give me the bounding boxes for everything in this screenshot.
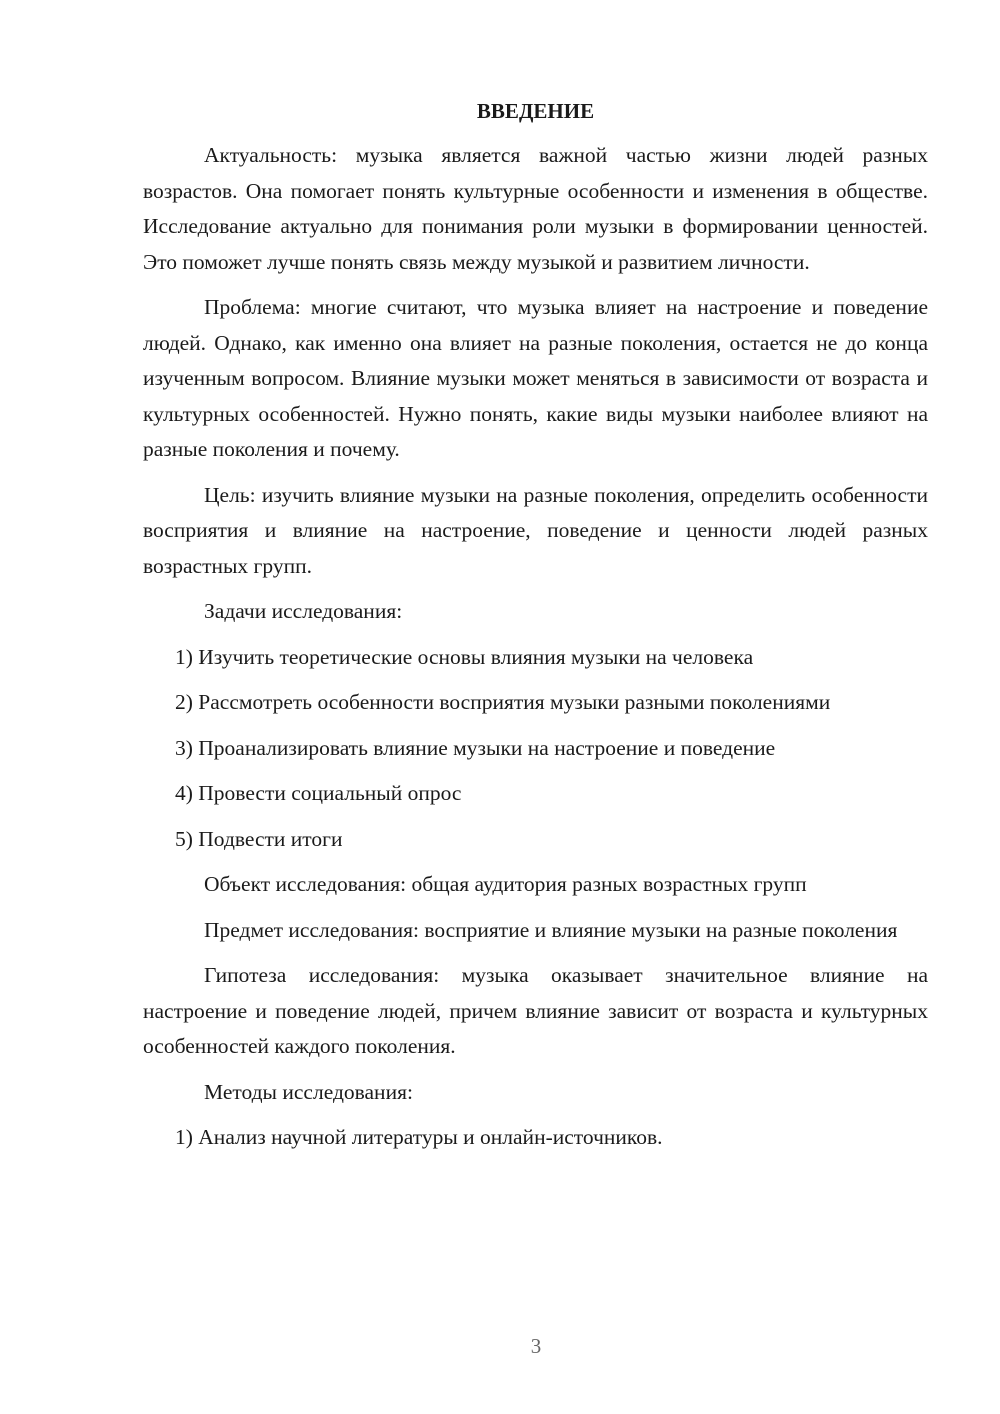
page-content — [143, 96, 928, 1166]
hypothesis-paragraph: Гипотеза исследования: музыка оказывает значительное влияние на настроение и поведение людей, причем влияние зависит от возраста и культурных особенностей каждого поколения. — [143, 963, 928, 1058]
methods-heading: Методы исследования: — [204, 1079, 413, 1104]
task-item-4: 4) Провести социальный опрос — [175, 781, 462, 805]
goal-paragraph: Цель: изучить влияние музыки на разные поколения, определить особенности восприятия и влияние на настроение, поведение и ценности людей разных возрастных групп. — [143, 482, 928, 578]
object-paragraph: Объект исследования: общая аудитория разных возрастных групп — [204, 872, 807, 896]
section-title: ВВЕДЕНИЕ — [476, 99, 595, 123]
page-number: 3 — [530, 1334, 542, 1358]
task-item-1: 1) Изучить теоретические основы влияния музыки на человека — [175, 644, 754, 669]
relevance-paragraph: Актуальность: музыка является важной частью жизни людей разных возрастов. Она помогает понять культурные особенности и изменения в обществе. Исследование актуально для понимания роли музыки в формировании ценностей. Это поможет лучше понять связь между музыкой и развитием личности. — [143, 143, 928, 274]
method-item-1: 1) Анализ научной литературы и онлайн-источников. — [175, 1125, 663, 1149]
task-item-3: 3) Проанализировать влияние музыки на настроение и поведение — [175, 735, 776, 760]
subject-paragraph: Предмет исследования: восприятие и влияние музыки на разные поколения — [204, 917, 898, 942]
task-item-5: 5) Подвести итоги — [175, 826, 343, 851]
task-item-2: 2) Рассмотреть особенности восприятия музыки разными поколениями — [175, 690, 831, 714]
tasks-heading: Задачи исследования: — [204, 599, 403, 623]
problem-paragraph: Проблема: многие считают, что музыка влияет на настроение и поведение людей. Однако, как именно она влияет на разные поколения, остается не до конца изученным вопросом. Влияние музыки может меняться в зависимости от возраста и культурных особенностей. Нужно понять, какие виды музыки наиболее влияют на разные поколения и почему. — [143, 295, 928, 461]
